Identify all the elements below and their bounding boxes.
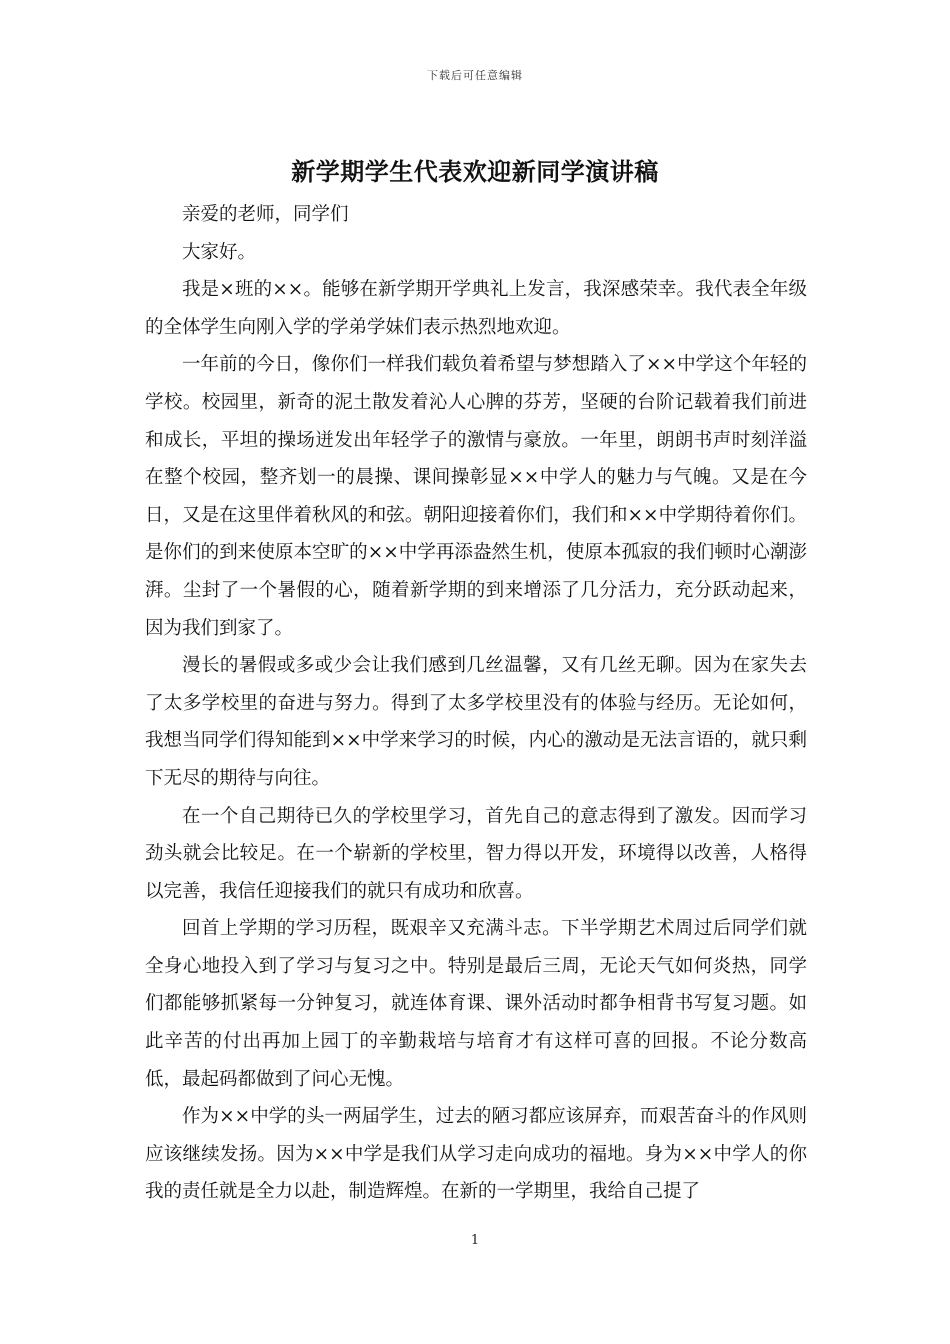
paragraph: 我是×班的××。能够在新学期开学典礼上发言，我深感荣幸。我代表全年级的全体学生向刚入学的学弟学妹们表示热烈地欢迎。 <box>145 279 807 338</box>
document-body <box>145 196 807 1211</box>
paragraph: 在一个自己期待已久的学校里学习，首先自己的意志得到了激发。因而学习劲头就会比较足。在一个崭新的学校里，智力得以开发，环境得以改善，人格得以完善，我信任迎接我们的就只有成功和欣喜。 <box>145 805 807 902</box>
paragraph: 漫长的暑假或多或少会让我们感到几丝温馨，又有几丝无聊。因为在家失去了太多学校里的奋进与努力。得到了太多学校里没有的体验与经历。无论如何，我想当同学们得知能到××中学来学习的时候，内心的激动是无法言语的，就只剩下无尽的期待与向往。 <box>145 655 807 789</box>
paragraph: 回首上学期的学习历程，既艰辛又充满斗志。下半学期艺术周过后同学们就全身心地投入到了学习与复习之中。特别是最后三周，无论天气如何炎热，同学们都能够抓紧每一分钟复习，就连体育课、课外活动时都争相背书写复习题。如此辛苦的付出再加上园丁的辛勤栽培与培育才有这样可喜的回报。不论分数高低，最起码都做到了问心无愧。 <box>145 918 807 1090</box>
document-title: 新学期学生代表欢迎新同学演讲稿 <box>291 157 659 186</box>
salutation: 亲爱的老师，同学们 <box>182 204 349 225</box>
paragraph: 作为××中学的头一两届学生，过去的陋习都应该屏弃，而艰苦奋斗的作风则应该继续发扬。因为××中学是我们从学习走向成功的福地。身为××中学人的你我的责任就是全力以赴，制造辉煌。在新的一学期里，我给自己提了 <box>145 1106 807 1203</box>
page-number: 1 <box>470 1233 480 1248</box>
paragraph: 一年前的今日，像你们一样我们载负着希望与梦想踏入了××中学这个年轻的学校。校园里，新奇的泥土散发着沁人心脾的芬芳，坚硬的台阶记载着我们前进和成长，平坦的操场迸发出年轻学子的激情与豪放。一年里，朗朗书声时刻洋溢在整个校园，整齐划一的晨操、课间操彰显××中学人的魅力与气魄。又是在今日，又是在这里伴着秋风的和弦。朝阳迎接着你们，我们和××中学期待着你们。是你们的到来使原本空旷的××中学再添盎然生机，使原本孤寂的我们顿时心潮澎湃。尘封了一个暑假的心，随着新学期的到来增添了几分活力，充分跃动起来，因为我们到家了。 <box>145 354 807 639</box>
header-note: 下载后可任意编辑 <box>427 69 523 82</box>
greeting: 大家好。 <box>182 241 257 263</box>
